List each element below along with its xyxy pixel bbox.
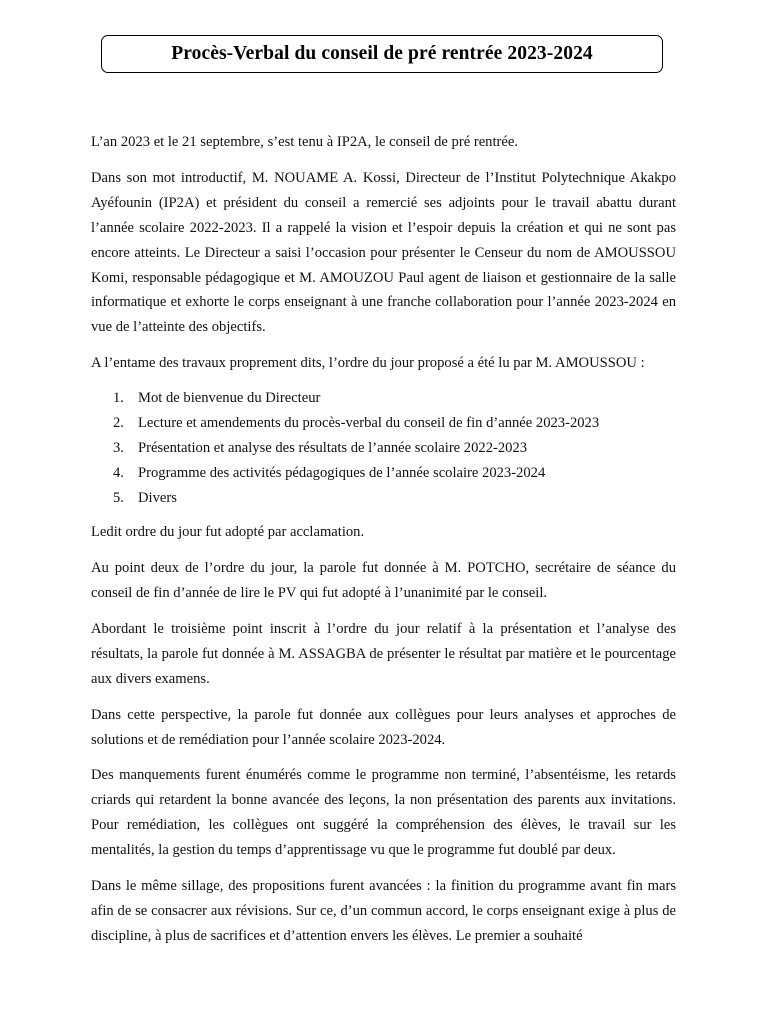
document-body [91,130,676,960]
agenda-item-text: Programme des activités pédagogiques de l’année scolaire 2023-2024 [138,465,546,482]
paragraph-agenda-adopted: Ledit ordre du jour fut adopté par acclamation. [91,524,365,541]
agenda-item-text: Présentation et analyse des résultats de l’année scolaire 2022-2023 [138,440,528,457]
agenda-item-number: 2. [113,415,124,432]
agenda-item [91,461,676,486]
paragraph-proposals: Dans le même sillage, des propositions furent avancées : la finition du programme avant fin mars afin de se consacrer aux révisions. Sur ce, d’un commun accord, le corps enseignant exige à plus de discipline, à plus de sacrifices et d’attention envers les élèves. Le premier a souhaité [91,878,676,944]
agenda-item [91,386,676,411]
agenda-item-text: Lecture et amendements du procès-verbal du conseil de fin d’année 2023-2023 [138,415,600,432]
agenda-item-number: 1. [113,390,124,407]
paragraph-opening: L’an 2023 et le 21 septembre, s’est tenu à IP2A, le conseil de pré rentrée. [91,134,518,150]
agenda-item-number: 3. [113,440,124,457]
paragraph-point-three: Abordant le troisième point inscrit à l’ordre du jour relatif à la présentation et l’analyse des résultats, la parole fut donnée à M. ASSAGBA de présenter le résultat par matière et le pourcentage aux divers examens. [91,620,676,687]
agenda-list [91,386,676,511]
paragraph-agenda-intro: A l’entame des travaux proprement dits, l’ordre du jour proposé a été lu par M. AMOUSSOU : [91,355,645,372]
paragraph-point-two: Au point deux de l’ordre du jour, la parole fut donnée à M. POTCHO, secrétaire de séance du conseil de fin d’année de lire le PV qui fut adopté à l’unanimité par le conseil. [91,560,676,601]
agenda-item-number: 5. [113,490,124,507]
agenda-item [91,486,676,511]
agenda-item [91,436,676,461]
agenda-item-number: 4. [113,465,124,482]
paragraph-shortcomings: Des manquements furent énumérés comme le programme non terminé, l’absentéisme, les retards criards qui retardent la bonne avancée des leçons, la non présentation des parents aux invitations. Pour remédiation, les collègues ont suggéré la compréhension des élèves, le travail sur les mentalités, la gestion du temps d’apprentissage vu que le programme fut doublé par deux. [91,767,676,859]
agenda-item-text: Mot de bienvenue du Directeur [138,390,321,407]
agenda-item-text: Divers [138,490,177,507]
paragraph-perspective: Dans cette perspective, la parole fut donnée aux collègues pour leurs analyses et approches de solutions et de remédiation pour l’année scolaire 2023-2024. [91,706,676,748]
document-title: Procès-Verbal du conseil de pré rentrée 2023-2024 [171,43,593,64]
title-box [101,35,663,73]
paragraph-introduction: Dans son mot introductif, M. NOUAME A. Kossi, Directeur de l’Institut Polytechnique Akakpo Ayéfounin (IP2A) et président du conseil a remercié ses adjoints pour le travail abattu durant l’année scolaire 2022-2023. Il a rappelé la vision et l’espoir depuis la création et qui ne sont pas encore atteints. Le Directeur a saisi l’occasion pour présenter le Censeur du nom de AMOUSSOU Komi, responsable pédagogique et M. AMOUZOU Paul agent de liaison et gestionnaire de la salle informatique et exhorte le corps enseignant à une franche collaboration pour l’année 2023-2024 en vue de l’atteinte des objectifs. [91,169,676,336]
agenda-item [91,411,676,436]
